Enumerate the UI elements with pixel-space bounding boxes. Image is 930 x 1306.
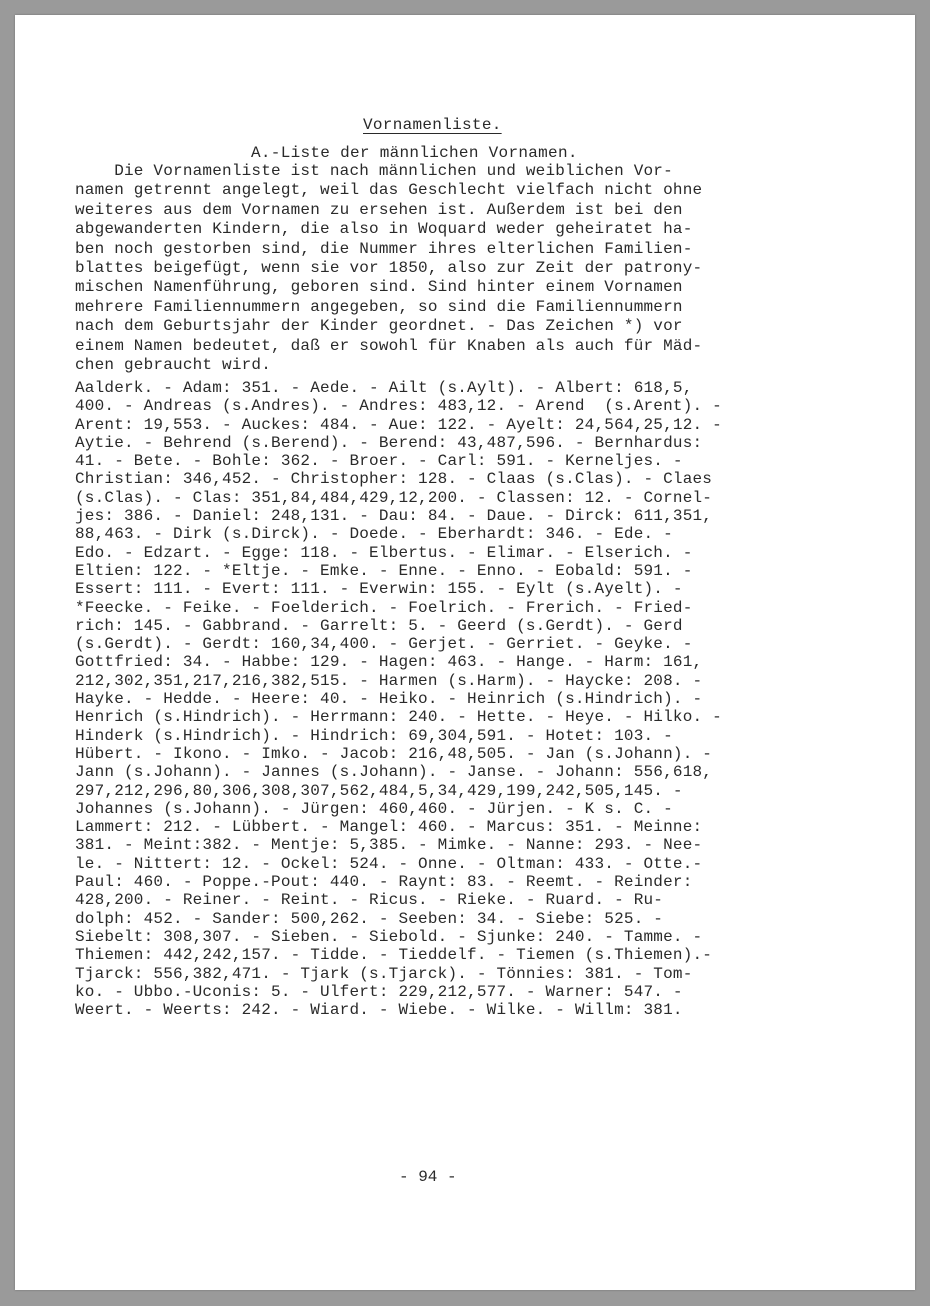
intro-line: chen gebraucht wird.: [75, 356, 272, 375]
name-list-line: Hübert. - Ikono. - Imko. - Jacob: 216,48,505. - Jan (s.Johann). -: [75, 744, 713, 763]
intro-line: ben noch gestorben sind, die Nummer ihres elterlichen Familien-: [75, 239, 693, 258]
name-list-line: Siebelt: 308,307. - Sieben. - Siebold. - Sjunke: 240. - Tamme. -: [75, 927, 703, 946]
name-list-line: le. - Nittert: 12. - Ockel: 524. - Onne. - Oltman: 433. - Otte.-: [75, 854, 703, 873]
name-list-line: Hinderk (s.Hindrich). - Hindrich: 69,304,591. - Hotet: 103. -: [75, 726, 673, 745]
intro-line: mehrere Familiennummern angegeben, so sind die Familiennummern: [75, 297, 683, 316]
name-list-line: Eltien: 122. - *Eltje. - Emke. - Enne. - Enno. - Eobald: 591. -: [75, 561, 693, 580]
name-list-line: Lammert: 212. - Lübbert. - Mangel: 460. - Marcus: 351. - Meinne:: [75, 818, 703, 837]
page-title: Vornamenliste.: [363, 116, 502, 134]
document-page: [15, 15, 915, 1290]
intro-line: einem Namen bedeutet, daß er sowohl für Knaben als auch für Mäd-: [75, 336, 703, 355]
name-list-line: rich: 145. - Gabbrand. - Garrelt: 5. - Geerd (s.Gerdt). - Gerd: [75, 616, 683, 635]
name-list-line: 400. - Andreas (s.Andres). - Andres: 483,12. - Arend (s.Arent). -: [75, 397, 722, 416]
section-heading: A.-Liste der männlichen Vornamen.: [251, 144, 578, 162]
name-list-line: Essert: 111. - Evert: 111. - Everwin: 155. - Eylt (s.Ayelt). -: [75, 580, 683, 599]
name-list-line: Aalderk. - Adam: 351. - Aede. - Ailt (s.Aylt). - Albert: 618,5,: [75, 379, 693, 397]
intro-line: nach dem Geburtsjahr der Kinder geordnet. - Das Zeichen *) vor: [75, 317, 683, 336]
intro-line: weiteres aus dem Vornamen zu ersehen ist. Außerdem ist bei den: [75, 200, 683, 219]
name-list-line: 297,212,296,80,306,308,307,562,484,5,34,429,199,242,505,145. -: [75, 781, 683, 800]
intro-line: abgewanderten Kindern, die also in Woquard weder geheiratet ha-: [75, 220, 693, 239]
name-list-line: Tjarck: 556,382,471. - Tjark (s.Tjarck). - Tönnies: 381. - Tom-: [75, 964, 693, 983]
name-list-line: Johannes (s.Johann). - Jürgen: 460,460. - Jürjen. - K s. C. -: [75, 799, 673, 818]
name-list-line: 381. - Meint:382. - Mentje: 5,385. - Mimke. - Nanne: 293. - Nee-: [75, 836, 703, 855]
name-list: [75, 379, 855, 1019]
name-list-line: Weert. - Weerts: 242. - Wiard. - Wiebe. - Wilke. - Willm: 381.: [75, 1001, 683, 1020]
name-list-line: 428,200. - Reiner. - Reint. - Ricus. - Rieke. - Ruard. - Ru-: [75, 891, 664, 910]
name-list-line: (s.Clas). - Clas: 351,84,484,429,12,200. - Classen: 12. - Cornel-: [75, 488, 713, 507]
name-list-line: Edo. - Edzart. - Egge: 118. - Elbertus. - Elimar. - Elserich. -: [75, 543, 693, 562]
intro-line: namen getrennt angelegt, weil das Geschlecht vielfach nicht ohne: [75, 181, 703, 200]
name-list-line: Arent: 19,553. - Auckes: 484. - Aue: 122. - Ayelt: 24,564,25,12. -: [75, 415, 722, 434]
intro-line: mischen Namenführung, geboren sind. Sind hinter einem Vornamen: [75, 278, 683, 297]
name-list-line: Jann (s.Johann). - Jannes (s.Johann). - Janse. - Johann: 556,618,: [75, 763, 713, 782]
name-list-line: Thiemen: 442,242,157. - Tidde. - Tieddelf. - Tiemen (s.Thiemen).-: [75, 946, 713, 965]
name-list-line: Christian: 346,452. - Christopher: 128. - Claas (s.Clas). - Claes: [75, 470, 713, 489]
name-list-line: 212,302,351,217,216,382,515. - Harmen (s.Harm). - Haycke: 208. -: [75, 671, 703, 690]
name-list-line: Paul: 460. - Poppe.-Pout: 440. - Raynt: 83. - Reemt. - Reinder:: [75, 873, 693, 892]
name-list-line: 88,463. - Dirk (s.Dirck). - Doede. - Eberhardt: 346. - Ede. -: [75, 525, 673, 544]
intro-paragraph: [75, 162, 835, 375]
name-list-line: Hayke. - Hedde. - Heere: 40. - Heiko. - Heinrich (s.Hindrich). -: [75, 690, 703, 709]
name-list-line: Gottfried: 34. - Habbe: 129. - Hagen: 463. - Hange. - Harm: 161,: [75, 653, 703, 672]
name-list-line: 41. - Bete. - Bohle: 362. - Broer. - Carl: 591. - Kerneljes. -: [75, 452, 683, 471]
intro-line: Die Vornamenliste ist nach männlichen und weiblichen Vor-: [75, 162, 673, 180]
name-list-line: (s.Gerdt). - Gerdt: 160,34,400. - Gerjet. - Gerriet. - Geyke. -: [75, 635, 693, 654]
intro-line: blattes beigefügt, wenn sie vor 1850, also zur Zeit der patrony-: [75, 259, 703, 278]
name-list-line: Henrich (s.Hindrich). - Herrmann: 240. - Hette. - Heye. - Hilko. -: [75, 708, 722, 727]
page-number: - 94 -: [399, 1168, 457, 1186]
name-list-line: *Feecke. - Feike. - Foelderich. - Foelrich. - Frerich. - Fried-: [75, 598, 693, 617]
name-list-line: Aytie. - Behrend (s.Berend). - Berend: 43,487,596. - Bernhardus:: [75, 433, 703, 452]
name-list-line: ko. - Ubbo.-Uconis: 5. - Ulfert: 229,212,577. - Warner: 547. -: [75, 982, 683, 1001]
name-list-line: dolph: 452. - Sander: 500,262. - Seeben: 34. - Siebe: 525. -: [75, 909, 664, 928]
name-list-line: jes: 386. - Daniel: 248,131. - Dau: 84. - Daue. - Dirck: 611,351,: [75, 507, 713, 526]
